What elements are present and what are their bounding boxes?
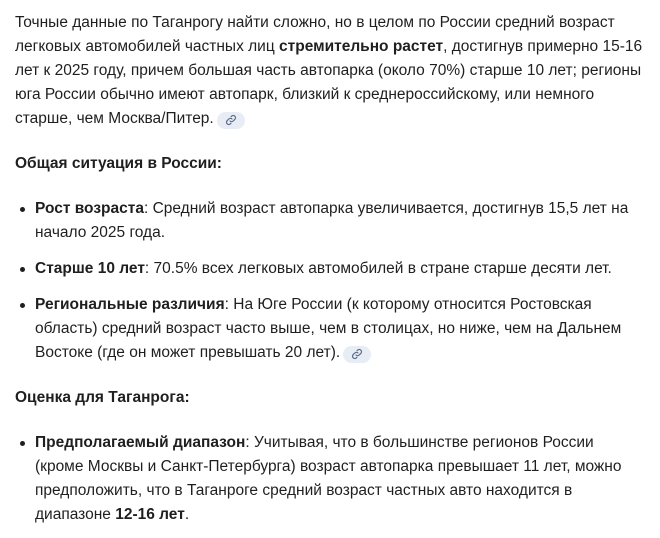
list-item [35,293,644,365]
intro-bold-phrase: стремительно растет [279,38,444,55]
list-item-title: Старше 10 лет [35,260,145,277]
link-icon [351,348,363,360]
intro-text-after: , достигнув примерно 15-16 лет к 2025 году, причем большая часть автопарка (около 70%) старше 10 лет; регионы юга России обычно имеют автопарк, близкий к среднероссийскому, или немного старше, чем Москва/Питер. [15,38,643,127]
estimated-range-value: 12-16 лет [115,506,185,523]
list-item-text-end: . [184,506,190,523]
list-item-title: Региональные различия [35,296,225,313]
list-item [35,197,644,245]
list-item [35,257,644,281]
bullet-dot [20,303,25,308]
link-icon [225,114,237,126]
russia-section-heading: Общая ситуация в России: [15,155,222,172]
list-item-text: : Учитывая, что в большинстве регионов России (кроме Москвы и Санкт-Петербурга) возраст автопарка превышает 11 лет, можно предположить, что в Таганроге средний возраст частных авто находится в диапазоне [35,434,622,523]
bullet-dot [20,441,25,446]
russia-bullet-list [15,197,644,365]
taganrog-bullet-list [15,431,644,527]
list-item-title: Предполагаемый диапазон [35,434,246,451]
list-item-title: Рост возраста [35,200,144,217]
list-item [35,431,644,527]
taganrog-section-heading: Оценка для Таганрога: [15,389,190,406]
intro-paragraph [15,11,644,131]
list-item-text: : 70.5% всех легковых автомобилей в стране старше десяти лет. [144,260,612,277]
bullet-dot [20,207,25,212]
list-item-text: : На Юге России (к которому относится Ростовская область) средний возраст часто выше, чем в столицах, но ниже, чем на Дальнем Востоке (где он может превышать 20 лет). [35,296,622,361]
source-link-chip[interactable] [343,346,371,363]
list-item-text: : Средний возраст автопарка увеличивается, достигнув 15,5 лет на начало 2025 года. [35,200,629,241]
source-link-chip[interactable] [217,112,245,129]
bullet-dot [20,267,25,272]
intro-text-before: Точные данные по Таганрогу найти сложно, но в целом по России средний возраст легковых автомобилей частных лиц [15,14,615,55]
